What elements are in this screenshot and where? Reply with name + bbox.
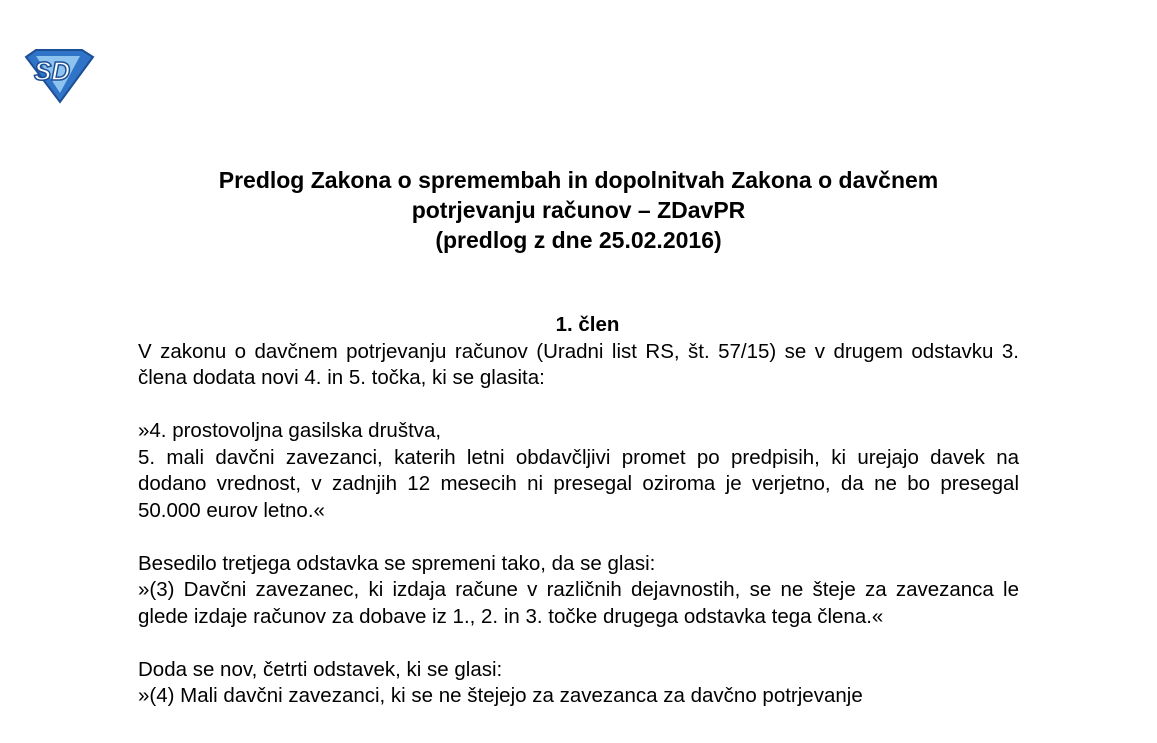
paragraph-3-text: »(3) Davčni zavezanec, ki izdaja račune v različnih dejavnostih, se ne šteje za zavezanca le glede izdaje računov za dobave iz 1., 2. in 3. točke drugega odstavka tega člena.« [138,578,1019,628]
title-line-1: Predlog Zakona o spremembah in dopolnitvah Zakona o davčnem [218,167,939,193]
paragraph-3-intro: Besedilo tretjega odstavka se spremeni tako, da se glasi: [138,551,656,575]
document-title [0,165,1157,255]
logo-letters: SD [34,56,71,86]
paragraph-4-intro: Doda se nov, četrti odstavek, ki se glasi: [138,657,503,681]
sd-shield-logo-icon [22,47,96,105]
article-intro: V zakonu o davčnem potrjevanju računov (Uradni list RS, št. 57/15) se v drugem odstavku 3. člena dodata novi 4. in 5. točka, ki se glasita: [138,339,1019,389]
paragraph-4-text: »(4) Mali davčni zavezanci, ki se ne štejejo za zavezanca za davčno potrjevanje [138,684,863,707]
title-line-2: potrjevanju računov – ZDavPR [411,197,746,223]
article-heading: 1. člen [555,313,620,336]
title-line-3: (predlog z dne 25.02.2016) [435,227,722,253]
article-body [138,312,1019,710]
list-item-5: 5. mali davčni zavezanci, katerih letni obdavčljivi promet po predpisih, ki urejajo davek na dodano vrednost, v zadnjih 12 mesecih ni presegal oziroma je verjetno, da ne bo presegal 50.000 eurov letno.« [138,445,1019,522]
list-item-4: »4. prostovoljna gasilska društva, [138,419,442,442]
